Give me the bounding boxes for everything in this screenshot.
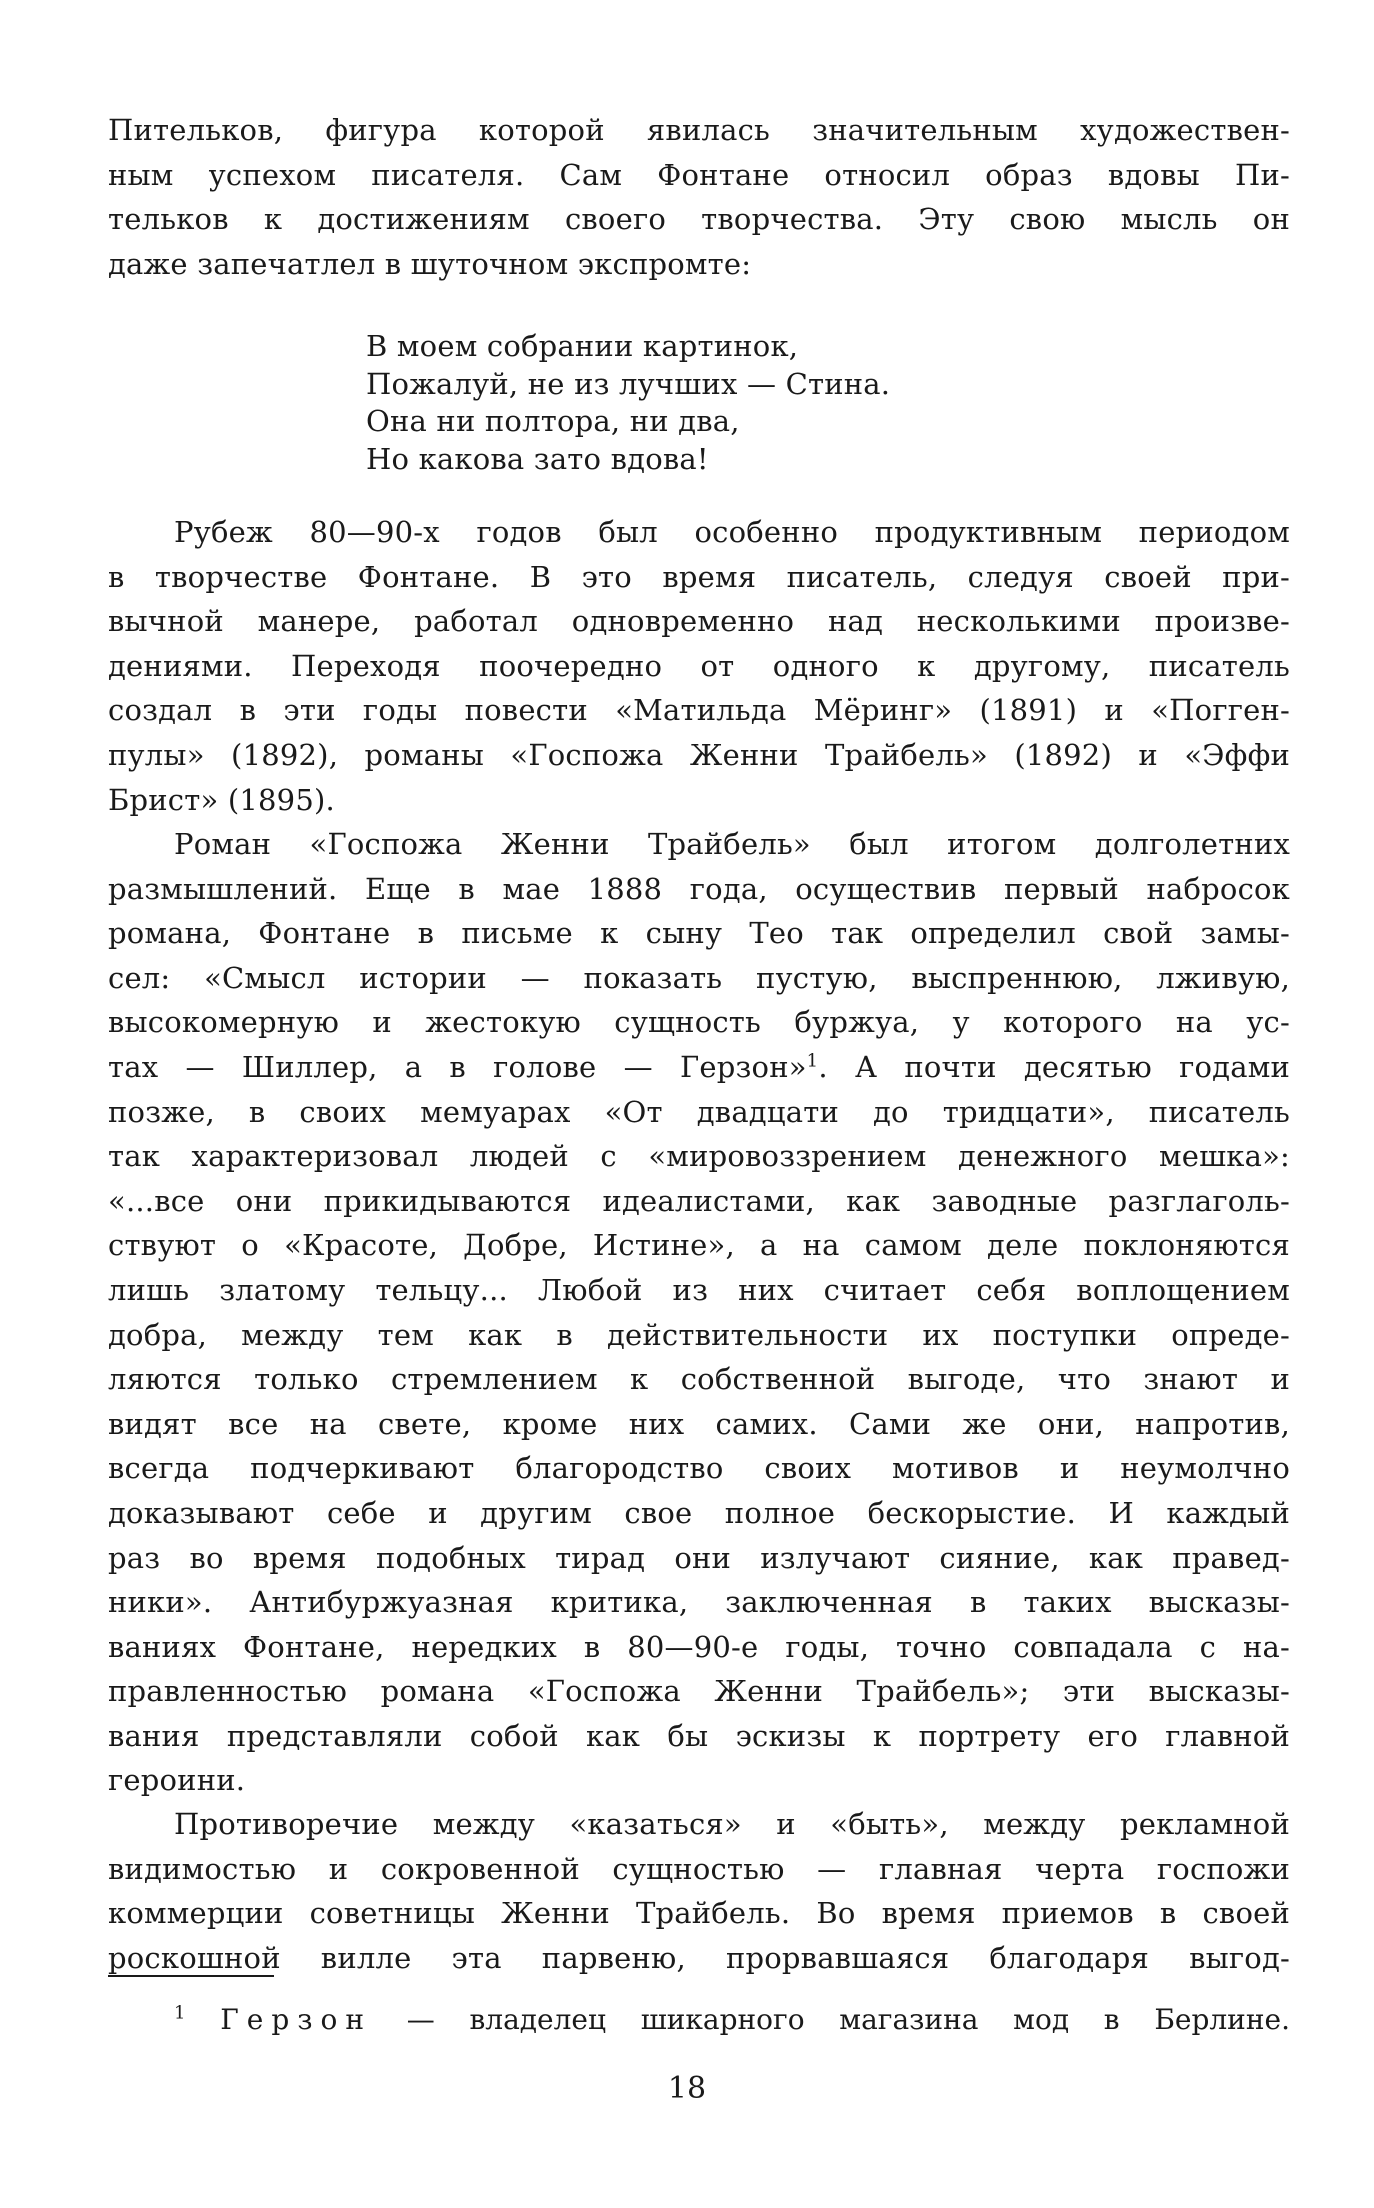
text-fragment: тах — Шиллер, а в голове — Герзон»	[108, 1049, 807, 1084]
text-line: размышлений. Еще в мае 1888 года, осуществив первый набросок	[108, 871, 1290, 906]
text-line: Пителькoв, фигура которой явилась значительным художествен-	[108, 113, 1290, 147]
paragraph-2	[108, 822, 1290, 1803]
text-line: создал в эти годы повести «Матильда Мёринг» (1891) и «Погген-	[108, 693, 1290, 728]
intro-paragraph	[108, 108, 1290, 286]
text-line: доказывают себе и другим свое полное бескорыстие. И каждый	[108, 1495, 1290, 1530]
footnote-term: Герзон	[220, 2003, 373, 2036]
text-line: всегда подчеркивают благородство своих мотивов и неумолчно	[108, 1451, 1290, 1486]
text-line: ваниях Фонтане, нередких в 80—90-е годы, точно совпадала с на-	[108, 1629, 1290, 1664]
text-fragment: . А почти десятью годами	[818, 1049, 1290, 1084]
footnote	[174, 2002, 1290, 2038]
page-number: 18	[667, 2071, 707, 2106]
text-line: раз во время подобных тирад они излучают сияние, как правед-	[108, 1540, 1290, 1575]
text-line: лишь златому тельцу... Любой из них считает себя воплощением	[108, 1272, 1290, 1307]
text-line: тельков к достижениям своего творчества. Эту свою мысль он	[108, 202, 1290, 237]
text-line: видят все на свете, кроме них самих. Сами же они, напротив,	[108, 1406, 1290, 1441]
text-line: так характеризовал людей с «мировоззрением денежного мешка»:	[108, 1139, 1290, 1174]
poem-line: Но какова зато вдова!	[366, 441, 709, 476]
poem-line: В моем собрании картинок,	[366, 329, 799, 363]
footnote-reference[interactable]: 1	[806, 1050, 819, 1072]
text-line: в творчестве Фонтане. В это время писатель, следуя своей при-	[108, 559, 1290, 594]
text-line: видимостью и сокровенной сущностью — главная черта госпожи	[108, 1851, 1290, 1886]
text-line: роскошной вилле эта парвеню, прорвавшаяся благодаря выгод-	[108, 1940, 1290, 1975]
text-line: даже запечатлел в шуточном экспромте:	[108, 246, 752, 281]
text-line: добра, между тем как в действительности их поступки опреде-	[108, 1317, 1290, 1352]
footnote-marker: 1	[174, 2002, 186, 2024]
text-line: пулы» (1892), романы «Госпожа Женни Трайбель» (1892) и «Эффи	[108, 737, 1290, 772]
text-line: «...все они прикидываются идеалистами, как заводные разглаголь-	[108, 1183, 1290, 1218]
text-line: романа, Фонтане в письме к сыну Тео так определил свой замы-	[108, 916, 1290, 951]
text-line: позже, в своих мемуарах «От двадцати до тридцати», писатель	[108, 1094, 1290, 1129]
poem	[366, 328, 890, 478]
footnote-text: — владелец шикарного магазина мод в Берлине.	[406, 2003, 1290, 2036]
text-line: ствуют о «Красоте, Добре, Истине», а на самом деле поклоняются	[108, 1228, 1290, 1263]
poem-line: Пожалуй, не из лучших — Стина.	[366, 366, 891, 401]
text-line: высокомерную и жестокую сущность буржуа, у которого на ус-	[108, 1005, 1290, 1040]
text-line: сел: «Смысл истории — показать пустую, выспреннюю, лживую,	[108, 960, 1290, 995]
text-line: вычной манере, работал одновременно над несколькими произве-	[108, 604, 1290, 639]
text-line: дениями. Переходя поочередно от одного к другому, писатель	[108, 648, 1290, 683]
poem-line: Она ни полтора, ни два,	[366, 404, 740, 438]
text-line: ники». Антибуржуазная критика, заключенная в таких высказы-	[108, 1585, 1290, 1620]
text-line: вания представляли собой как бы эскизы к портрету его главной	[108, 1718, 1290, 1753]
text-line: ным успехом писателя. Сам Фонтане относил образ вдовы Пи-	[108, 157, 1290, 192]
text-line: Противоречие между «казаться» и «быть», между рекламной	[174, 1807, 1290, 1841]
text-line: Роман «Госпожа Женни Трайбель» был итогом долголетних	[174, 827, 1290, 861]
text-line: коммерции советницы Женни Трайбель. Во время приемов в своей	[108, 1896, 1290, 1931]
text-line: героини.	[108, 1763, 246, 1798]
text-line	[108, 1045, 1290, 1090]
paragraph-1	[108, 510, 1290, 822]
text-line: Рубеж 80—90-х годов был особенно продуктивным периодом	[174, 515, 1290, 549]
text-line: Брист» (1895).	[108, 782, 335, 817]
text-line: ляются только стремлением к собственной выгоде, что знают и	[108, 1362, 1290, 1397]
text-line: правленностью романа «Госпожа Женни Трайбель»; эти высказы-	[108, 1674, 1290, 1709]
paragraph-3	[108, 1802, 1290, 1980]
footnote-rule	[108, 1975, 274, 1977]
